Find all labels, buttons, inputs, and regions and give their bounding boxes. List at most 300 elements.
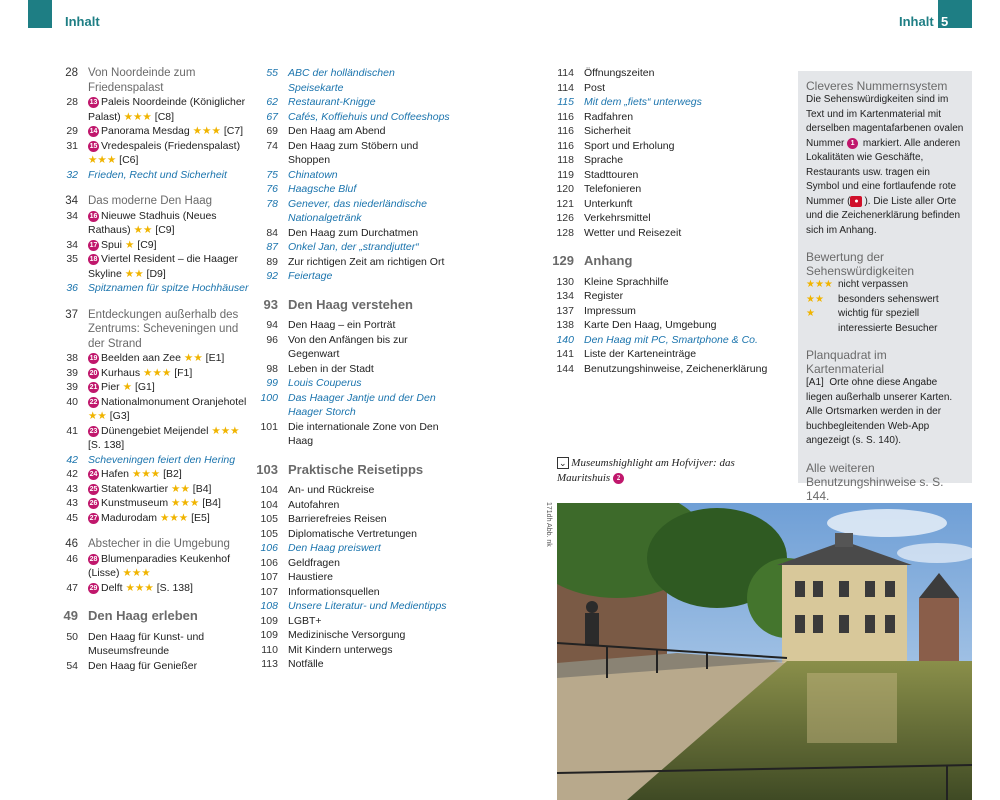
page-number: 109 — [260, 614, 278, 627]
page-number: 126 — [556, 212, 574, 224]
page-number: 106 — [260, 542, 278, 554]
page-number: 42 — [66, 453, 78, 466]
toc-entry[interactable] — [548, 304, 778, 319]
right-page-title: Inhalt — [899, 14, 934, 29]
toc-entry[interactable] — [52, 453, 252, 468]
page-number: 106 — [260, 556, 278, 569]
entry-title: Cafés, Koffiehuis und Coffeeshops — [288, 110, 450, 123]
sight-number-badge: 23 — [89, 427, 98, 435]
page-number: 89 — [266, 255, 278, 268]
sight-number-badge: 26 — [89, 500, 98, 507]
map-grid-ref: [S. 138] — [156, 581, 193, 594]
toc-entry[interactable] — [252, 420, 452, 449]
toc-entry[interactable] — [252, 599, 452, 614]
page-number: 75 — [266, 168, 278, 181]
toc-entry[interactable] — [252, 333, 452, 362]
info-title-rating: Bewertung der Sehenswürdigkeiten — [806, 250, 915, 278]
toc-section[interactable] — [52, 609, 252, 624]
info-title-numbering: Cleveres Nummernsystem — [806, 79, 948, 93]
page-number: 62 — [266, 96, 278, 108]
page-number: 98 — [266, 362, 278, 375]
entry-title: Wetter und Reisezeit — [584, 226, 682, 239]
page-number: 114 — [557, 81, 574, 94]
toc-entry[interactable] — [52, 281, 252, 296]
toc-entry[interactable] — [52, 380, 252, 395]
entry-title: Scheveningen feiert den Hering — [88, 453, 236, 466]
page-number: 38 — [66, 352, 78, 364]
map-grid-ref: [C9] — [137, 238, 157, 251]
tower — [919, 598, 959, 663]
toc-entry[interactable] — [548, 347, 778, 362]
toc-entry[interactable] — [252, 512, 452, 527]
rating-stars: ★★★ — [192, 125, 221, 137]
toc-entry[interactable] — [52, 581, 252, 596]
page-number: 141 — [556, 348, 574, 360]
page-number: 78 — [266, 197, 278, 210]
grid-key: [A1] — [806, 377, 824, 388]
rating-stars: ★★★ — [88, 154, 117, 166]
photo-illustration — [557, 503, 972, 800]
entry-title: 24 Hafen ★★★ [B2] — [89, 468, 182, 480]
right-page-number: 5 — [941, 14, 949, 29]
entry-title: 20 Kurhaus ★★★ [F1] — [89, 366, 193, 379]
toc-entry[interactable] — [548, 110, 778, 125]
entry-title: Leben in der Stadt — [288, 362, 374, 375]
entry-title: Stadttouren — [584, 168, 639, 181]
toc-entry[interactable] — [52, 351, 252, 366]
entry-title: Louis Couperus — [288, 377, 362, 389]
sight-number-badge: 22 — [89, 398, 98, 406]
rating-stars: ★★★ — [131, 468, 161, 480]
toc-entry[interactable] — [548, 289, 778, 304]
entry-title: 27 Madurodam ★★★ [E5] — [89, 511, 210, 524]
toc-entry[interactable] — [52, 630, 252, 659]
toc-section[interactable] — [52, 66, 252, 95]
sight-number-badge: 28 — [89, 555, 98, 563]
left-page-title: Inhalt — [65, 14, 100, 29]
toc-entry[interactable] — [52, 395, 252, 424]
map-grid-ref: [B4] — [192, 482, 212, 495]
toc-entry[interactable] — [252, 556, 452, 571]
entry-title: Den Haag erleben — [88, 608, 198, 623]
entry-title: Post — [584, 81, 606, 94]
entry-title: 19 Beelden aan Zee ★★ [E1] — [89, 352, 225, 364]
info-text-grid: [A1] Orte ohne diese Angabe liegen außerhalb unserer Karten. Alle Ortsmarken werden in der buchbegleitenden Web-App angezeigt (s. S. 140). — [806, 377, 953, 446]
page-number: 94 — [266, 319, 278, 331]
toc-entry[interactable] — [52, 511, 252, 526]
toc-entry[interactable] — [548, 362, 778, 377]
entry-title: Frieden, Recht und Sicherheit — [88, 168, 227, 181]
entry-title: Chinatown — [288, 168, 338, 181]
rating-label: wichtig für speziell interessierte Besucher — [838, 308, 938, 334]
sight-number-badge: 19 — [89, 355, 98, 362]
map-grid-ref: [B4] — [202, 497, 221, 509]
page-number: 99 — [266, 377, 278, 389]
sight-number-badge: 24 — [89, 471, 98, 478]
toc-entry[interactable] — [252, 643, 452, 658]
toc-entry[interactable] — [52, 482, 252, 497]
toc-section[interactable] — [52, 308, 252, 352]
page-number: 105 — [260, 527, 278, 540]
entry-title: Benutzungshinweise, Zeichenerklärung — [584, 362, 768, 375]
page-number: 43 — [66, 482, 78, 495]
toc-entry[interactable] — [52, 659, 252, 674]
sight-number-badge: 18 — [89, 256, 98, 263]
page-number: 43 — [66, 497, 78, 509]
rating-stars: ★★★ — [171, 497, 200, 509]
page-number: 119 — [557, 168, 574, 181]
entry-title: Den Haag für Kunst- und Museumsfreunde — [88, 630, 205, 657]
page-number: 29 — [66, 125, 78, 137]
map-grid-ref: [E5] — [191, 511, 210, 524]
info-title-grid: Planquadrat im Kartenmaterial — [806, 348, 887, 376]
page-number: 69 — [266, 125, 278, 137]
entry-title: Den Haag verstehen — [288, 296, 413, 312]
rating-legend-row — [806, 293, 964, 308]
toc-entry[interactable] — [548, 95, 778, 110]
page-number: 28 — [65, 67, 78, 79]
map-grid-ref: [C7] — [223, 125, 244, 137]
entry-title: 25 Statenkwartier ★★ [B4] — [89, 482, 212, 495]
sight-number-badge: 15 — [89, 142, 98, 150]
rating-stars: ★★★ — [123, 110, 152, 123]
entry-title: 15 Vredespaleis (Friedenspalast) ★★★ [C6] — [88, 139, 241, 166]
entry-title: 29 Delft ★★★ [S. 138] — [89, 581, 193, 594]
map-grid-ref: [G1] — [134, 381, 155, 393]
toc-entry[interactable] — [252, 483, 452, 498]
toc-entry[interactable] — [52, 95, 252, 124]
entry-title: Telefonieren — [584, 183, 642, 195]
entry-title: Praktische Reisetipps — [288, 461, 424, 477]
page-number: 115 — [557, 96, 574, 108]
sight-number-badge: 20 — [89, 369, 98, 377]
rating-label: besonders sehenswert — [838, 293, 939, 305]
toc-entry[interactable] — [252, 657, 452, 672]
entry-title: Anhang — [584, 253, 633, 268]
toc-entry[interactable] — [252, 269, 452, 284]
toc-entry[interactable] — [252, 255, 452, 270]
rating-stars: ★★ — [806, 293, 824, 305]
toc-entry[interactable] — [252, 226, 452, 241]
toc-entry[interactable] — [252, 182, 452, 197]
toc-entry[interactable] — [252, 541, 452, 556]
sight-number-badge: 17 — [89, 241, 98, 249]
page-number: 76 — [266, 183, 278, 195]
toc-entry[interactable] — [252, 240, 452, 255]
page-number: 34 — [65, 195, 78, 207]
entry-title: Spitznamen für spitze Hochhäuser — [88, 282, 249, 294]
map-grid-ref: [B2] — [163, 468, 182, 480]
toc-column-1 — [52, 66, 252, 673]
toc-entry[interactable] — [252, 110, 452, 125]
entry-title: Abstecher in die Umgebung — [88, 538, 230, 550]
toc-entry[interactable] — [548, 124, 778, 139]
page-number: 96 — [266, 333, 278, 346]
page-number: 34 — [66, 209, 78, 222]
entry-title: Haagsche Bluf — [288, 183, 357, 195]
entry-title: LGBT+ — [288, 614, 322, 627]
toc-section[interactable] — [52, 537, 252, 552]
rating-stars: ★★★ — [143, 366, 172, 379]
toc-entry[interactable] — [52, 209, 252, 238]
entry-title: Feiertage — [288, 270, 333, 282]
mauritshuis-photo — [557, 503, 972, 800]
rating-stars: ★ — [124, 238, 135, 251]
toc-entry[interactable] — [548, 139, 778, 154]
entry-title: ABC der holländischen Speisekarte — [288, 67, 395, 94]
toc-section[interactable] — [252, 463, 452, 478]
page-number: 116 — [557, 125, 574, 137]
entry-title: 26 Kunstmuseum ★★★ [B4] — [89, 497, 221, 509]
page-number: 46 — [65, 538, 78, 550]
page-number: 84 — [266, 226, 278, 239]
page-number: 128 — [556, 226, 574, 239]
toc-entry[interactable] — [548, 211, 778, 226]
entry-title: 16 Nieuwe Stadhuis (Neues Rathaus) ★★ [C9] — [88, 209, 217, 236]
entry-title: 13 Paleis Noordeinde (Königlicher Palast) ★★★ [C8] — [88, 96, 246, 123]
toc-section[interactable] — [252, 298, 452, 313]
entry-title: Genever, das niederländische Nationalgetränk — [288, 197, 427, 224]
toc-entry[interactable] — [52, 496, 252, 511]
page-number: 46 — [66, 552, 78, 565]
page-number: 107 — [260, 585, 278, 598]
toc-section[interactable] — [52, 194, 252, 209]
entry-title: Haustiere — [288, 571, 333, 583]
map-grid-ref: [F1] — [174, 366, 193, 379]
page-number: 103 — [256, 461, 278, 477]
page-number: 41 — [66, 424, 78, 437]
toc-entry[interactable] — [252, 376, 452, 391]
cloud — [827, 509, 947, 537]
entry-title: An- und Rückreise — [288, 484, 375, 496]
toc-entry[interactable] — [252, 391, 452, 420]
page-number: 42 — [66, 468, 78, 480]
entry-title: Das Haager Jantje und der Den Haager Storch — [288, 391, 436, 418]
info-box — [798, 71, 972, 503]
entry-title: Diplomatische Vertretungen — [288, 527, 417, 540]
entry-title: 21 Pier ★ [G1] — [89, 381, 155, 393]
page-number: 55 — [266, 67, 278, 79]
toc-entry[interactable] — [252, 585, 452, 600]
entry-title: Das moderne Den Haag — [88, 195, 213, 207]
sight-number-badge: 29 — [89, 584, 98, 592]
sight-number-badge: 27 — [89, 514, 98, 522]
map-grid-ref: [E1] — [205, 352, 225, 364]
page-number: 104 — [260, 498, 278, 511]
rating-stars: ★★ — [183, 352, 203, 364]
rating-stars: ★★ — [133, 224, 153, 236]
page-number: 138 — [556, 319, 574, 331]
toc-entry[interactable] — [52, 366, 252, 381]
entry-title: Von Noordeinde zum Friedenspalast — [88, 67, 196, 94]
toc-entry[interactable] — [52, 424, 252, 453]
page-number: 31 — [66, 139, 78, 152]
page-number: 108 — [260, 600, 278, 612]
toc-entry[interactable] — [548, 81, 778, 96]
sight-number-badge: 16 — [89, 212, 98, 220]
page-number: 113 — [261, 658, 278, 670]
toc-section[interactable] — [548, 254, 778, 269]
page-number: 37 — [65, 308, 78, 321]
rating-stars: ★★★ — [211, 424, 240, 437]
toc-entry[interactable] — [252, 168, 452, 183]
entry-title: Informationsquellen — [288, 585, 380, 598]
entry-title: Barrierefreies Reisen — [288, 513, 387, 525]
rating-stars: ★★ — [88, 410, 107, 422]
page-number: 74 — [266, 139, 278, 152]
entry-title: Entdeckungen außerhalb des Zentrums: Scheveningen und der Strand — [88, 308, 239, 350]
toc-entry[interactable] — [252, 66, 452, 95]
left-page-number: 4 — [54, 14, 62, 29]
toc-entry[interactable] — [252, 124, 452, 139]
page-number: 130 — [556, 275, 574, 288]
page-number: 47 — [66, 581, 78, 594]
entry-title: Sport und Erholung — [584, 139, 675, 152]
page-number: 40 — [66, 395, 78, 408]
toc-entry[interactable] — [252, 95, 452, 110]
entry-title: Öffnungszeiten — [584, 67, 655, 79]
magenta-number-badge: 1 — [847, 138, 858, 149]
entry-title: 18 Viertel Resident – die Haager Skyline ★★ [D9] — [88, 253, 238, 280]
rating-stars: ★★★ — [159, 511, 189, 524]
page-number: 120 — [556, 183, 574, 195]
toc-entry[interactable] — [548, 197, 778, 212]
toc-column-3 — [548, 66, 778, 376]
entry-title: Autofahren — [288, 498, 340, 511]
page-number: 105 — [260, 513, 278, 525]
toc-entry[interactable] — [548, 182, 778, 197]
page-number: 93 — [263, 296, 278, 312]
red-number-icon: ● — [850, 196, 862, 207]
entry-title: Mit Kindern unterwegs — [288, 643, 393, 656]
rating-stars: ★★★ — [806, 279, 833, 290]
page-number: 35 — [66, 253, 78, 265]
toc-entry[interactable] — [252, 362, 452, 377]
page-number: 110 — [261, 643, 278, 656]
toc-entry[interactable] — [252, 628, 452, 643]
rating-stars: ★★★ — [125, 581, 154, 594]
page-number: 116 — [557, 139, 574, 152]
page-number: 49 — [63, 608, 78, 623]
page-number: 109 — [260, 629, 278, 641]
toc-entry[interactable] — [548, 333, 778, 348]
entry-title: Unterkunft — [584, 197, 633, 210]
sight-number-badge: 21 — [89, 384, 98, 391]
entry-title: Kleine Sprachhilfe — [584, 275, 669, 288]
toc-entry[interactable] — [252, 614, 452, 629]
caption-arrow-icon: ⌄ — [559, 458, 567, 468]
page-number: 104 — [260, 484, 278, 496]
page-number: 121 — [556, 197, 574, 210]
toc-entry[interactable] — [252, 318, 452, 333]
entry-title: Die internationale Zone von Den Haag — [288, 420, 439, 447]
sight-number-badge: 13 — [89, 99, 98, 106]
toc-entry[interactable] — [548, 318, 778, 333]
toc-entry[interactable] — [252, 570, 452, 585]
entry-title: Geldfragen — [288, 556, 340, 569]
toc-column-2 — [252, 66, 452, 672]
entry-title: Den Haag preiswert — [288, 542, 381, 554]
page-number: 36 — [66, 282, 78, 294]
toc-entry[interactable] — [52, 467, 252, 482]
toc-entry[interactable] — [52, 252, 252, 281]
toc-entry[interactable] — [548, 66, 778, 81]
entry-title: Register — [584, 290, 624, 302]
entry-title: Sicherheit — [584, 125, 631, 137]
page-number: 137 — [556, 304, 574, 317]
left-page-tab — [28, 0, 52, 28]
toc-entry[interactable] — [52, 238, 252, 253]
toc-entry[interactable] — [52, 139, 252, 168]
entry-title: Unsere Literatur- und Medientipps — [288, 600, 447, 612]
entry-title: Den Haag am Abend — [288, 125, 386, 137]
rating-stars: ★★ — [124, 267, 144, 280]
entry-title: Den Haag für Genießer — [88, 659, 198, 672]
entry-title: Zur richtigen Zeit am richtigen Ort — [288, 255, 445, 268]
toc-entry[interactable] — [252, 197, 452, 226]
page-number: 87 — [266, 241, 278, 253]
reflection — [807, 673, 897, 743]
entry-title: Von den Anfängen bis zur Gegenwart — [288, 333, 408, 360]
map-grid-ref: [C8] — [154, 110, 175, 123]
toc-entry[interactable] — [548, 275, 778, 290]
entry-title: Den Haag zum Stöbern und Shoppen — [288, 139, 419, 166]
page-number: 101 — [260, 420, 278, 433]
toc-entry[interactable] — [252, 498, 452, 513]
toc-entry[interactable] — [52, 124, 252, 139]
photo-caption: ⌄ Museumshighlight am Hofvijver: das Mauritshuis 2 — [557, 457, 735, 484]
sight-number-badge: 25 — [89, 485, 98, 493]
page-number: 134 — [556, 290, 574, 302]
toc-entry[interactable] — [52, 552, 252, 581]
entry-title: Impressum — [584, 304, 636, 317]
entry-title: 23 Dünengebiet Meijendel ★★★ [S. 138] — [88, 424, 240, 451]
map-grid-ref: [G3] — [109, 410, 130, 422]
entry-title: 22 Nationalmonument Oranjehotel ★★ [G3] — [88, 395, 247, 422]
rating-stars: ★ — [122, 381, 133, 393]
page-number: 50 — [66, 630, 78, 643]
page-number: 118 — [557, 154, 574, 166]
toc-entry[interactable] — [548, 168, 778, 183]
toc-entry[interactable] — [52, 168, 252, 183]
entry-title: Mit dem „fiets“ unterwegs — [584, 96, 702, 108]
page-number: 140 — [556, 333, 574, 346]
photo-credit: 171dh Abb. nk — [545, 502, 552, 547]
entry-title: 28 Blumenparadies Keukenhof (Lisse) ★★★ — [88, 552, 231, 579]
page-number: 39 — [66, 366, 78, 379]
person — [585, 613, 599, 645]
page-number: 100 — [260, 391, 278, 404]
entry-title: Restaurant-Knigge — [288, 96, 376, 108]
page-number: 32 — [66, 168, 78, 181]
entry-title: 14 Panorama Mesdag ★★★ [C7] — [89, 125, 244, 137]
toc-entry[interactable] — [548, 226, 778, 241]
entry-title: Den Haag mit PC, Smartphone & Co. — [584, 333, 758, 346]
entry-title: Den Haag zum Durchatmen — [288, 226, 419, 239]
page-number: 67 — [266, 110, 278, 123]
page-number: 114 — [557, 67, 574, 79]
rating-legend-row — [806, 307, 964, 336]
info-text-numbering: Die Sehenswürdigkeiten sind im Text und im Kartenmaterial mit derselben magentafarbenen ovalen Nummer 1 markiert. Alle anderen Lokalitäten wie Geschäfte, Restaurants usw. tragen ein Symbol und eine fortlaufende rote Nummer ( ● ). Die Liste aller Orte und die Zeichenerklärung befinden sich im Anhang. — [806, 94, 964, 236]
sight-number-badge: 14 — [89, 128, 98, 135]
entry-title: Radfahren — [584, 110, 634, 123]
info-title-more: Alle weiteren Benutzungshinweise s. S. 144. — [806, 460, 944, 503]
toc-entry[interactable] — [252, 139, 452, 168]
page-number: 34 — [66, 238, 78, 251]
page-number: 45 — [66, 511, 78, 524]
toc-entry[interactable] — [252, 527, 452, 542]
toc-entry[interactable] — [548, 153, 778, 168]
